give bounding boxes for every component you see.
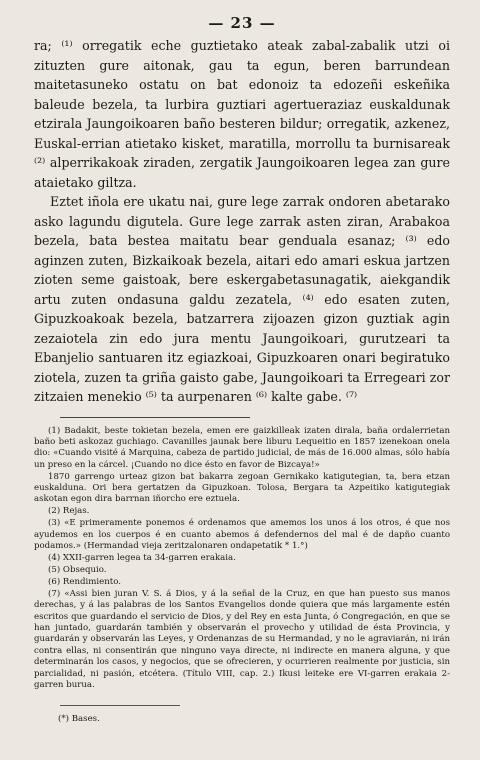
footnotes: [34, 426, 450, 692]
footnote-1-cont: 1870 garrengo urteaz gizon bat bakarra zegoan Gernikako katigutegian, ta, bera etzan euskalduna. Ori bera gertatzen da Gipuzkoan. Tolosa, Bergara ta Azpeitiko katigutegiak askotan egon dira barrnan iñorcho ere eztuela.: [34, 471, 450, 505]
footer-divider: [60, 705, 180, 706]
paragraph-2: Eztet iñola ere ukatu nai, gure lege zarrak ondoren abetarako asko lagundu digutela. Gure lege zarrak asten ziran, Arabakoa bezela, bata bestea maitatu bear genduala esanaz; ⁽³⁾ edo aginzen zuten, Bizkaikoak bezela, aitari edo amari eskua jartzen zioten seme gaistoak, bere eskergabetasunagatik, aiekgandik artu zuten ondasuna galdu zezatela, ⁽⁴⁾ edo esaten zuten, Gipuzkoakoak bezela, batzarrera zijoazen gizon guztiak agin zezaiotela zin edo jura mentu Jaungoikoari, gurutzeari ta Ebanjelio santuaren itz egiazkoai, Gipuzkoaren onari begiratuko ziotela, zuzen ta griña gaisto gabe, Jaungoikoari ta Erregeari zor zitzaien menekio ⁽⁵⁾ ta aurpenaren ⁽⁶⁾ kalte gabe. ⁽⁷⁾: [34, 194, 450, 404]
footnote-4: (4) XXII-garren legea ta 34-garren erakaia.: [48, 552, 236, 563]
footnote-1: (1) Badakit, beste tokietan bezela, emen ere gaizkilleak izaten dirala, baña ordalerrietan baño beti askozaz guchiago. Cavanilles jaunak bere liburu Lequeitio en 1857 izenekoan onela dio: «Cuando visité á Marquina, cabeza de partido judicial, de más de 16.000 almas, sólo había un preso en la cárcel. ¡Cuando no dice ésto en favor de Bizcaya!»: [34, 425, 450, 470]
footnote-5: (5) Obsequio.: [48, 564, 107, 575]
paragraph-1: ra; ⁽¹⁾ orregatik eche guztietako ateak zabal-zabalik utzi oi zituzten gure aitonak, gau ta egun, beren barrundean maitetasuneko ostatu on bat edonoiz ta edozeñi eskeñika baleude bezela, ta lurbira guztiari agertueraziaz euskaldunak etzirala Jaungoikoaren baño besteren bildur; orregatik, azkenez, Euskal-errian atietako kisket, maratilla, morrollu ta burnisareak ⁽²⁾ alperrikakoak ziraden, zergatik Jaungoikoaren legea zan gure ataietako giltza.: [34, 38, 450, 190]
footnote-3: (3) «E primeramente ponemos é ordenamos que amemos los unos á los otros, é que nos ayudemos en los cuerpos é en cuanto abemos á defendernos del mal é de dapño cuanto podamos.» (Hermandad vieja zeritzalonaren ondapetatik * 1.°): [34, 518, 450, 552]
footnote-2: (2) Rejas.: [48, 506, 90, 517]
page-number: — 23 —: [208, 14, 276, 32]
footnote-6: (6) Rendimiento.: [48, 576, 121, 587]
footnote-7: (7) «Assi bien juran V. S. á Dios, y á la señal de la Cruz, en que han puesto sus manos derechas, y á las palabras de los Santos Evangelios donde quiera que más largamente estén escritos que guardando el servicio de Dios, y del Rey en esta Junta, ó Congregación, en que se han juntado, guardarán también y observarán el provecho y utilidad de ésta Provincia, y guardarán y observarán las Leyes, y Ordenanzas de su Hermandad, y no le agraviarán, ni irán contra ellas, ni consentirán que ninguno vaya directe, ni indirecte en manera alguna, y que determinarán los casos, y negocios, que se ofrecieren, y ocurrieren realmente por justicia, sin parcialidad, ni pasión, etcétera. (Título VIII, cap. 2.) Ikusi leiteke ere VI-garren erakaia 2-garren burua.: [34, 588, 450, 690]
footnote-divider: [60, 417, 250, 418]
footer-note: (*) Bases.: [58, 714, 100, 725]
main-text: [34, 36, 450, 407]
